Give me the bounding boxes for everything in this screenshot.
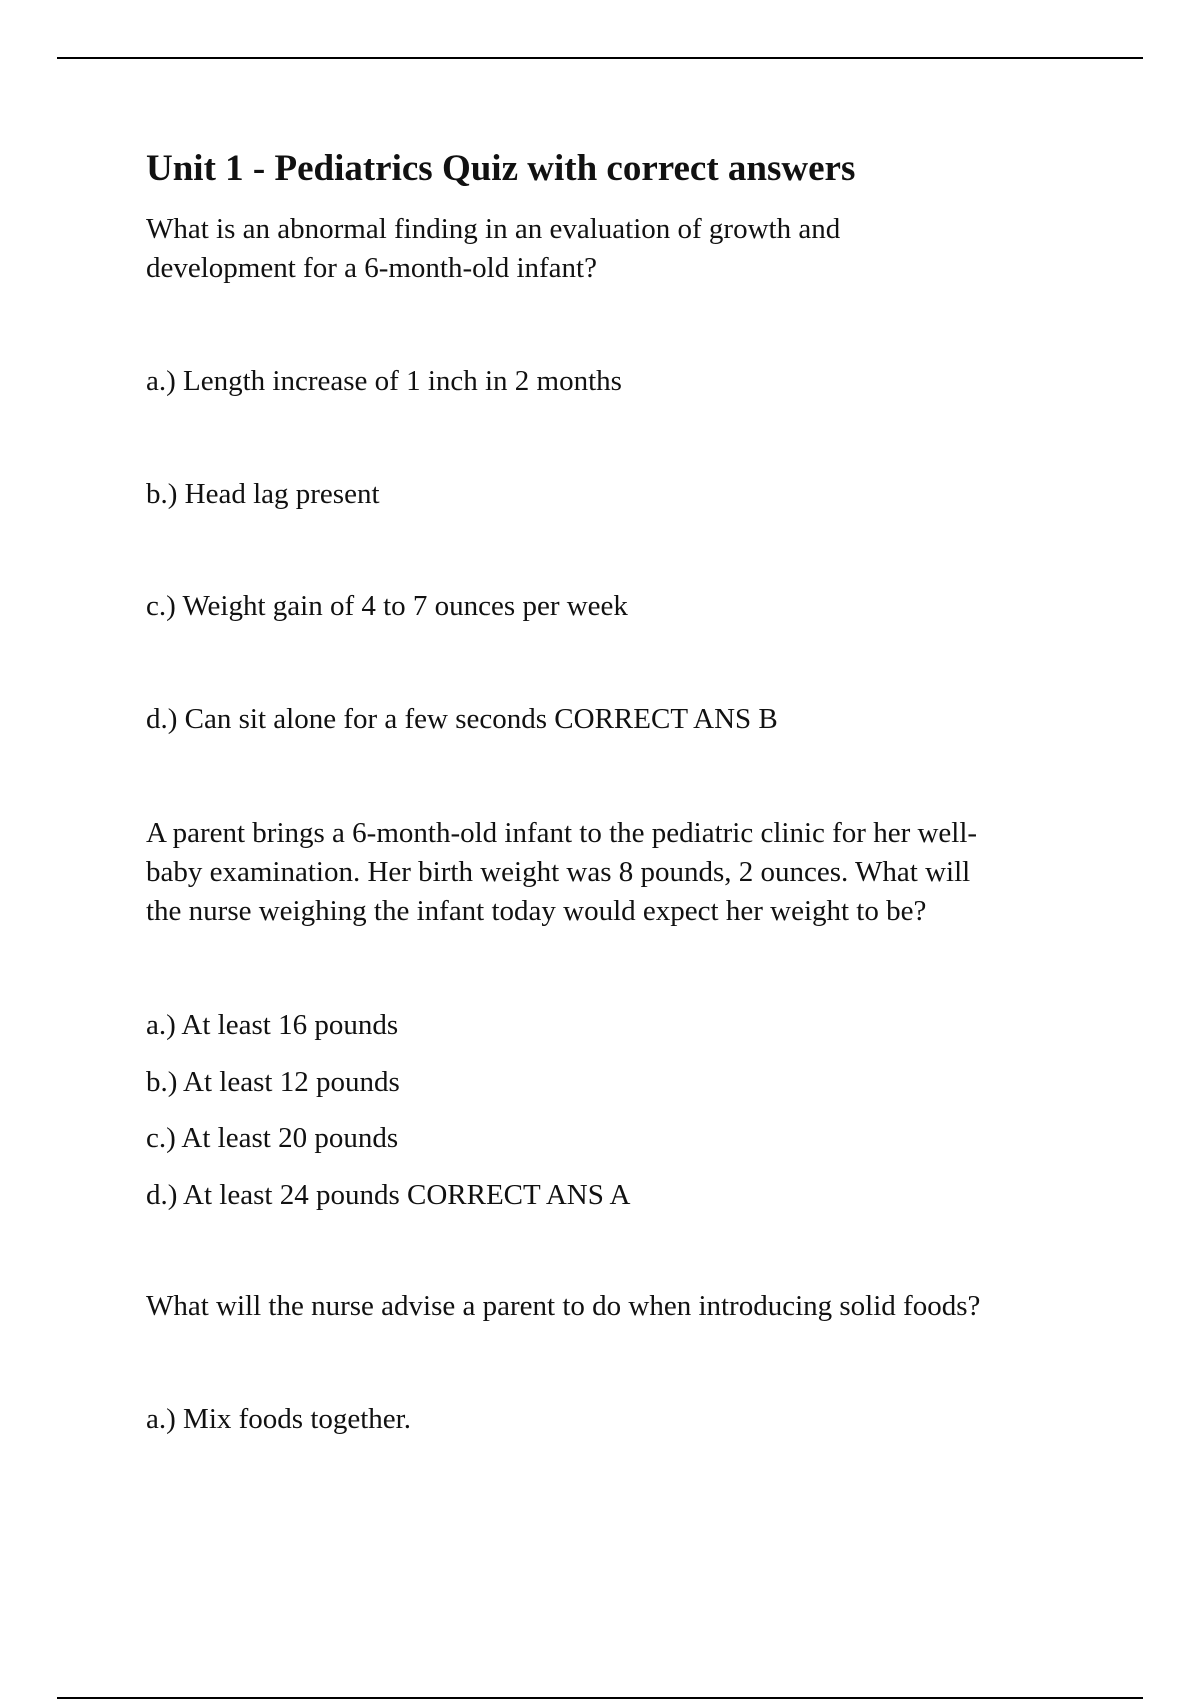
question-3-option-a: a.) Mix foods together. <box>146 1403 411 1435</box>
question-1-prompt-line-1: What is an abnormal finding in an evaluation of growth and <box>146 213 841 245</box>
top-rule <box>57 57 1143 59</box>
bottom-rule <box>57 1697 1143 1699</box>
page-title: Unit 1 - Pediatrics Quiz with correct answers <box>146 148 856 189</box>
question-1-option-b: b.) Head lag present <box>146 478 380 510</box>
question-2-option-d: d.) At least 24 pounds CORRECT ANS A <box>146 1179 631 1211</box>
question-1-option-d: d.) Can sit alone for a few seconds CORRECT ANS B <box>146 703 778 735</box>
question-1-prompt-line-2: development for a 6-month-old infant? <box>146 252 597 284</box>
question-3-prompt-line-1: What will the nurse advise a parent to do when introducing solid foods? <box>146 1290 981 1322</box>
question-2-option-b: b.) At least 12 pounds <box>146 1066 400 1098</box>
question-1-option-c: c.) Weight gain of 4 to 7 ounces per week <box>146 590 628 622</box>
question-2-option-c: c.) At least 20 pounds <box>146 1122 399 1154</box>
question-2-option-a: a.) At least 16 pounds <box>146 1009 399 1041</box>
question-1-option-a: a.) Length increase of 1 inch in 2 months <box>146 365 622 397</box>
question-2-prompt-line-1: A parent brings a 6-month-old infant to the pediatric clinic for her well- <box>146 817 978 849</box>
question-2-prompt-line-3: the nurse weighing the infant today would expect her weight to be? <box>146 895 927 927</box>
question-2-prompt-line-2: baby examination. Her birth weight was 8 pounds, 2 ounces. What will <box>146 856 971 888</box>
